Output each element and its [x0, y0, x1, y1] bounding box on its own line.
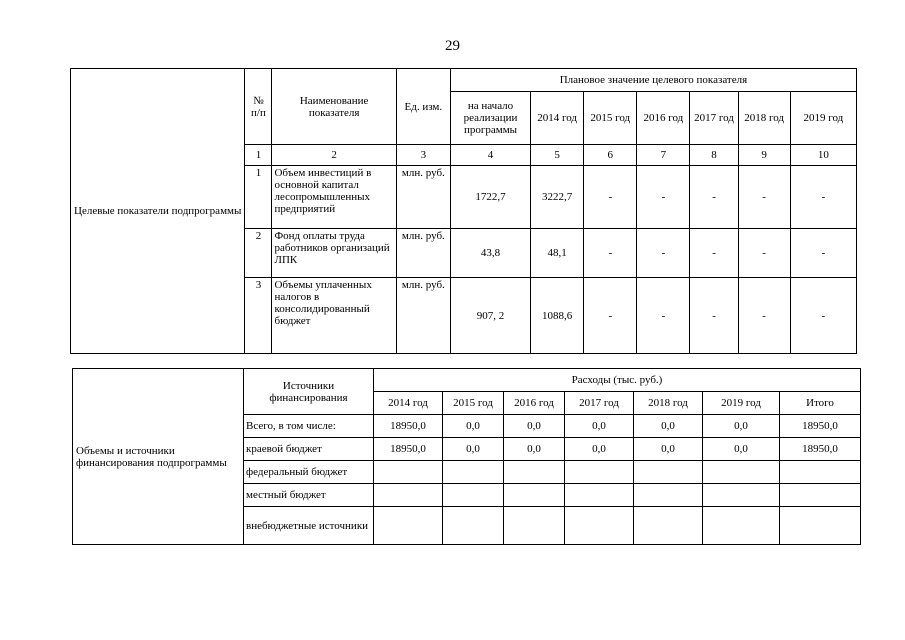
- year-value: -: [690, 229, 738, 278]
- indicator-name: Объем инвестиций в основной капитал лесопромышленных предприятий: [272, 166, 396, 229]
- financing-section-label: Объемы и источники финансирования подпрограммы: [73, 369, 244, 545]
- column-number: 3: [396, 145, 450, 166]
- amount: 0,0: [634, 415, 703, 438]
- year-value: -: [637, 166, 690, 229]
- header-year-2016: 2016 год: [637, 92, 690, 145]
- header-year-2017: 2017 год: [690, 92, 738, 145]
- source-label: внебюджетные источники: [244, 507, 374, 545]
- row-num: 1: [245, 166, 272, 229]
- amount: [504, 507, 565, 545]
- amount: 0,0: [565, 438, 634, 461]
- amount: [374, 507, 443, 545]
- column-number: 6: [584, 145, 637, 166]
- year-value: -: [790, 166, 856, 229]
- amount: [504, 461, 565, 484]
- amount: [634, 461, 703, 484]
- indicator-unit: млн. руб.: [396, 229, 450, 278]
- column-number: 8: [690, 145, 738, 166]
- amount: [443, 507, 504, 545]
- year-value: -: [738, 278, 790, 354]
- row-num: 3: [245, 278, 272, 354]
- amount: [565, 507, 634, 545]
- amount: [634, 507, 703, 545]
- year-value: -: [738, 229, 790, 278]
- year-value: -: [690, 166, 738, 229]
- header-year-2017: 2017 год: [565, 392, 634, 415]
- amount: [703, 461, 780, 484]
- page-number: 29: [445, 38, 460, 54]
- financing-table: [72, 368, 861, 545]
- header-year-2016: 2016 год: [504, 392, 565, 415]
- amount: 0,0: [565, 415, 634, 438]
- year-value: 3222,7: [531, 166, 584, 229]
- amount: 18950,0: [374, 438, 443, 461]
- header-year-2018: 2018 год: [738, 92, 790, 145]
- amount-total: [780, 484, 861, 507]
- year-value: -: [637, 278, 690, 354]
- header-year-2014: 2014 год: [531, 92, 584, 145]
- amount: [703, 507, 780, 545]
- column-number: 2: [272, 145, 396, 166]
- targets-section-label: Целевые показатели подпрограммы: [71, 69, 245, 354]
- indicator-name: Фонд оплаты труда работников организаций ЛПК: [272, 229, 396, 278]
- amount: 0,0: [443, 438, 504, 461]
- indicator-unit: млн. руб.: [396, 166, 450, 229]
- amount: 0,0: [703, 438, 780, 461]
- amount: [565, 461, 634, 484]
- year-value: -: [690, 278, 738, 354]
- header-program-start: на начало реализации программы: [450, 92, 530, 145]
- start-value: 43,8: [450, 229, 530, 278]
- year-value: -: [637, 229, 690, 278]
- year-value: -: [790, 278, 856, 354]
- header-total: Итого: [780, 392, 861, 415]
- start-value: 907, 2: [450, 278, 530, 354]
- header-year-2019: 2019 год: [790, 92, 856, 145]
- header-year-2018: 2018 год: [634, 392, 703, 415]
- amount: 0,0: [703, 415, 780, 438]
- amount: [565, 484, 634, 507]
- source-label: краевой бюджет: [244, 438, 374, 461]
- source-label: местный бюджет: [244, 484, 374, 507]
- column-number: 1: [245, 145, 272, 166]
- amount-total: [780, 461, 861, 484]
- amount: 0,0: [443, 415, 504, 438]
- amount: [703, 484, 780, 507]
- year-value: 48,1: [531, 229, 584, 278]
- amount: [374, 461, 443, 484]
- amount-total: 18950,0: [780, 415, 861, 438]
- amount-total: 18950,0: [780, 438, 861, 461]
- indicator-unit: млн. руб.: [396, 278, 450, 354]
- amount: 0,0: [504, 438, 565, 461]
- column-number: 9: [738, 145, 790, 166]
- column-number: 10: [790, 145, 856, 166]
- header-year-2019: 2019 год: [703, 392, 780, 415]
- amount: [443, 484, 504, 507]
- column-number: 5: [531, 145, 584, 166]
- year-value: -: [790, 229, 856, 278]
- column-number: 4: [450, 145, 530, 166]
- indicator-name: Объемы уплаченных налогов в консолидированный бюджет: [272, 278, 396, 354]
- column-number: 7: [637, 145, 690, 166]
- year-value: -: [584, 166, 637, 229]
- header-sources: Источники финансирования: [244, 369, 374, 415]
- amount: 0,0: [634, 438, 703, 461]
- header-expenses: Расходы (тыс. руб.): [374, 369, 861, 392]
- amount: [374, 484, 443, 507]
- target-indicators-table: [70, 68, 857, 354]
- year-value: -: [584, 229, 637, 278]
- header-year-2015: 2015 год: [584, 92, 637, 145]
- source-label: Всего, в том числе:: [244, 415, 374, 438]
- header-num: № п/п: [245, 69, 272, 145]
- header-planned-value: Плановое значение целевого показателя: [450, 69, 856, 92]
- header-unit: Ед. изм.: [396, 69, 450, 145]
- amount: [634, 484, 703, 507]
- header-year-2014: 2014 год: [374, 392, 443, 415]
- amount-total: [780, 507, 861, 545]
- row-num: 2: [245, 229, 272, 278]
- source-label: федеральный бюджет: [244, 461, 374, 484]
- amount: 0,0: [504, 415, 565, 438]
- header-indicator-name: Наименование показателя: [272, 69, 396, 145]
- start-value: 1722,7: [450, 166, 530, 229]
- year-value: -: [584, 278, 637, 354]
- header-year-2015: 2015 год: [443, 392, 504, 415]
- year-value: -: [738, 166, 790, 229]
- amount: [443, 461, 504, 484]
- year-value: 1088,6: [531, 278, 584, 354]
- amount: [504, 484, 565, 507]
- amount: 18950,0: [374, 415, 443, 438]
